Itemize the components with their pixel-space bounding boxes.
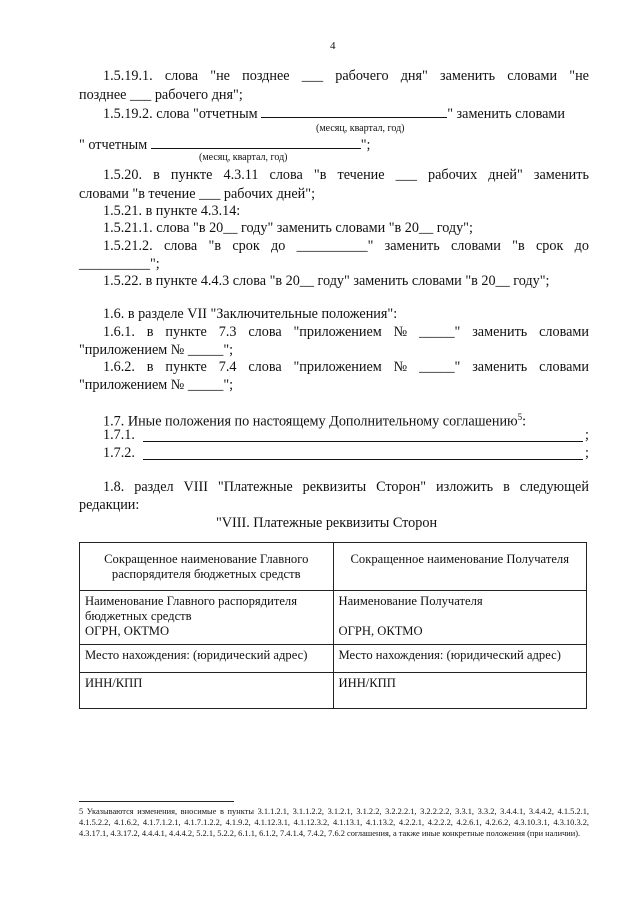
table-cell: Место нахождения: (юридический адрес) bbox=[333, 645, 587, 673]
word: "Платежные bbox=[217, 479, 293, 495]
cell-text: Наименование Главного распорядителя бюджетных средств bbox=[85, 594, 298, 623]
paragraph-text: " заменить словами bbox=[447, 106, 565, 122]
word: дней" bbox=[488, 167, 523, 183]
word: слова bbox=[269, 167, 303, 183]
paragraph-1-8 bbox=[103, 478, 589, 496]
paragraph-continuation: __________"; bbox=[79, 256, 160, 272]
word: срок bbox=[232, 238, 260, 254]
word: 7.4 bbox=[218, 359, 237, 375]
paragraph-1-6-2 bbox=[103, 358, 589, 376]
word: в bbox=[146, 324, 154, 340]
paragraph-continuation: "приложением № _____"; bbox=[79, 342, 234, 358]
word: _____" bbox=[419, 359, 461, 375]
cell-text: ОГРН, ОКТМО bbox=[338, 624, 423, 638]
word: № bbox=[393, 359, 408, 375]
table-row bbox=[80, 543, 587, 591]
item-end: ; bbox=[585, 445, 589, 461]
table-cell: ИНН/КПП bbox=[80, 673, 334, 709]
word: заменить bbox=[472, 359, 528, 375]
word: "не bbox=[569, 68, 589, 84]
item-number: 1.7.1. bbox=[103, 427, 135, 443]
word: срок bbox=[535, 238, 564, 254]
word: "приложением bbox=[293, 324, 382, 340]
table-cell: Место нахождения: (юридический адрес) bbox=[80, 645, 334, 673]
word: заменить bbox=[472, 324, 528, 340]
paragraph-1-7-2 bbox=[103, 444, 589, 462]
word: заменить bbox=[533, 167, 589, 183]
paragraph-1-5-21: 1.5.21. в пункте 4.3.14: bbox=[103, 203, 241, 219]
word: 1.5.21.2. bbox=[103, 238, 153, 254]
word: раздел bbox=[134, 479, 174, 495]
word: пункте bbox=[165, 324, 207, 340]
word: течение bbox=[337, 167, 385, 183]
word: заменить bbox=[440, 68, 496, 84]
paragraph-1-7-1 bbox=[103, 426, 589, 444]
word: 7.3 bbox=[218, 324, 237, 340]
word: "приложением bbox=[293, 359, 382, 375]
blank-field bbox=[151, 136, 361, 149]
word: __________" bbox=[296, 238, 374, 254]
word: _____" bbox=[419, 324, 461, 340]
word: ___ bbox=[301, 68, 324, 84]
word: ___ bbox=[395, 167, 417, 183]
word: слова bbox=[248, 324, 282, 340]
word: слова bbox=[248, 359, 282, 375]
word: заменить bbox=[384, 238, 440, 254]
paragraph-continuation: "приложением № _____"; bbox=[79, 377, 234, 393]
word: № bbox=[393, 324, 408, 340]
table-cell: ИНН/КПП bbox=[333, 673, 587, 709]
word: "не bbox=[210, 68, 230, 84]
word: до bbox=[574, 238, 589, 254]
paragraph-1-6: 1.6. в разделе VII "Заключительные положения": bbox=[103, 306, 398, 322]
paragraph-1-5-22: 1.5.22. в пункте 4.4.3 слова "в 20__ году" заменить словами "в 20__ году"; bbox=[103, 273, 550, 289]
paragraph-1-5-19-1 bbox=[103, 67, 589, 85]
word: 4.3.11 bbox=[223, 167, 259, 183]
word: следующей bbox=[519, 479, 589, 495]
word: в bbox=[146, 359, 154, 375]
word: слова bbox=[163, 238, 198, 254]
word: VIII bbox=[183, 479, 208, 495]
paragraph-text: 1.5.19.2. слова "отчетным bbox=[103, 106, 258, 122]
cell-text: Наименование Получателя bbox=[338, 594, 483, 608]
word: пункте bbox=[165, 359, 207, 375]
blank-field bbox=[261, 105, 447, 118]
word: 1.8. bbox=[103, 479, 125, 495]
word: 1.5.19.1. bbox=[103, 68, 153, 84]
paragraph-text: 1.7. Иные положения по настоящему Дополнительному соглашению bbox=[103, 413, 518, 430]
word: рабочих bbox=[428, 167, 478, 183]
word: до bbox=[271, 238, 286, 254]
table-row bbox=[80, 645, 587, 673]
paragraph-1-5-20 bbox=[103, 166, 589, 184]
item-end: ; bbox=[585, 427, 589, 443]
section-title: "VIII. Платежные реквизиты Сторон bbox=[216, 515, 438, 531]
word: 1.5.20. bbox=[103, 167, 143, 183]
word: "в bbox=[313, 167, 327, 183]
table-row bbox=[80, 673, 587, 709]
blank-field bbox=[143, 447, 583, 460]
word: дня" bbox=[400, 68, 428, 84]
word: позднее bbox=[242, 68, 290, 84]
word: словами bbox=[539, 359, 589, 375]
word: "в bbox=[512, 238, 525, 254]
paragraph-continuation: позднее ___ рабочего дня"; bbox=[79, 87, 243, 103]
word: в bbox=[503, 479, 510, 495]
table-cell bbox=[333, 591, 587, 645]
word: в bbox=[153, 167, 160, 183]
paragraph-1-5-21-1: 1.5.21.1. слова "в 20__ году" заменить словами "в 20__ году"; bbox=[103, 220, 473, 236]
word: рабочего bbox=[335, 68, 389, 84]
field-hint: (месяц, квартал, год) bbox=[199, 152, 288, 163]
word: 1.6.2. bbox=[103, 359, 135, 375]
paragraph-1-6-1 bbox=[103, 323, 589, 341]
word: реквизиты bbox=[302, 479, 367, 495]
item-number: 1.7.2. bbox=[103, 445, 135, 461]
blank-field bbox=[143, 429, 583, 442]
word: словами bbox=[507, 68, 558, 84]
word: изложить bbox=[436, 479, 494, 495]
table-row bbox=[80, 591, 587, 645]
table-header-cell: Сокращенное наименование Главного распорядителя бюджетных средств bbox=[80, 543, 334, 591]
paragraph-1-5-19-2 bbox=[103, 105, 565, 123]
paragraph-text: "; bbox=[360, 137, 371, 153]
word: слова bbox=[164, 68, 199, 84]
table-header-cell: Сокращенное наименование Получателя bbox=[333, 543, 587, 591]
cell-text: ОГРН, ОКТМО bbox=[85, 624, 170, 638]
footnote: 5 Указываются изменения, вносимые в пункты 3.1.1.2.1, 3.1.1.2.2, 3.1.2.1, 3.1.2.2, 3.2.2.2.1, 3.2.2.2.2, 3.3.1, 3.3.2, 3.4.4.1, 3.4.4.2, 4.1.5.2.1, 4.1.5.2.2, 4.1.6.2, 4.1.7.1.2.1, 4.1.7.1.2.2, 4.1.9.2, 4.1.12.3.1, 4.1.12.3.2, 4.1.13.1, 4.1.13.2, 4.2.2.1, 4.2.2.2, 4.2.6.1, 4.2.6.2, 4.3.10.3.1, 4.3.10.3.2, 4.3.17.1, 4.3.17.2, 4.4.4.1, 4.4.4.2, 5.2.1, 5.2.2, 6.1.1, 6.1.2, 7.4.1.4, 7.4.2, 7.6.2 соглашения, а также иные конкретные положения (при наличии). bbox=[79, 807, 589, 838]
table-cell bbox=[80, 591, 334, 645]
page-number: 4 bbox=[330, 40, 336, 52]
word: словами bbox=[451, 238, 501, 254]
word: словами bbox=[539, 324, 589, 340]
footnote-divider bbox=[79, 801, 234, 802]
field-hint: (месяц, квартал, год) bbox=[316, 123, 405, 134]
payment-details-table bbox=[79, 542, 587, 709]
word: Сторон" bbox=[376, 479, 427, 495]
paragraph-continuation: словами "в течение ___ рабочих дней"; bbox=[79, 186, 316, 202]
paragraph-continuation: редакции: bbox=[79, 497, 140, 513]
word: 1.6.1. bbox=[103, 324, 135, 340]
paragraph-text: " отчетным bbox=[79, 137, 148, 153]
paragraph-text: : bbox=[522, 413, 527, 430]
paragraph-1-5-21-2 bbox=[103, 237, 589, 255]
footnote-ref: 5 bbox=[517, 412, 523, 422]
word: пункте bbox=[170, 167, 213, 183]
word: "в bbox=[208, 238, 222, 254]
